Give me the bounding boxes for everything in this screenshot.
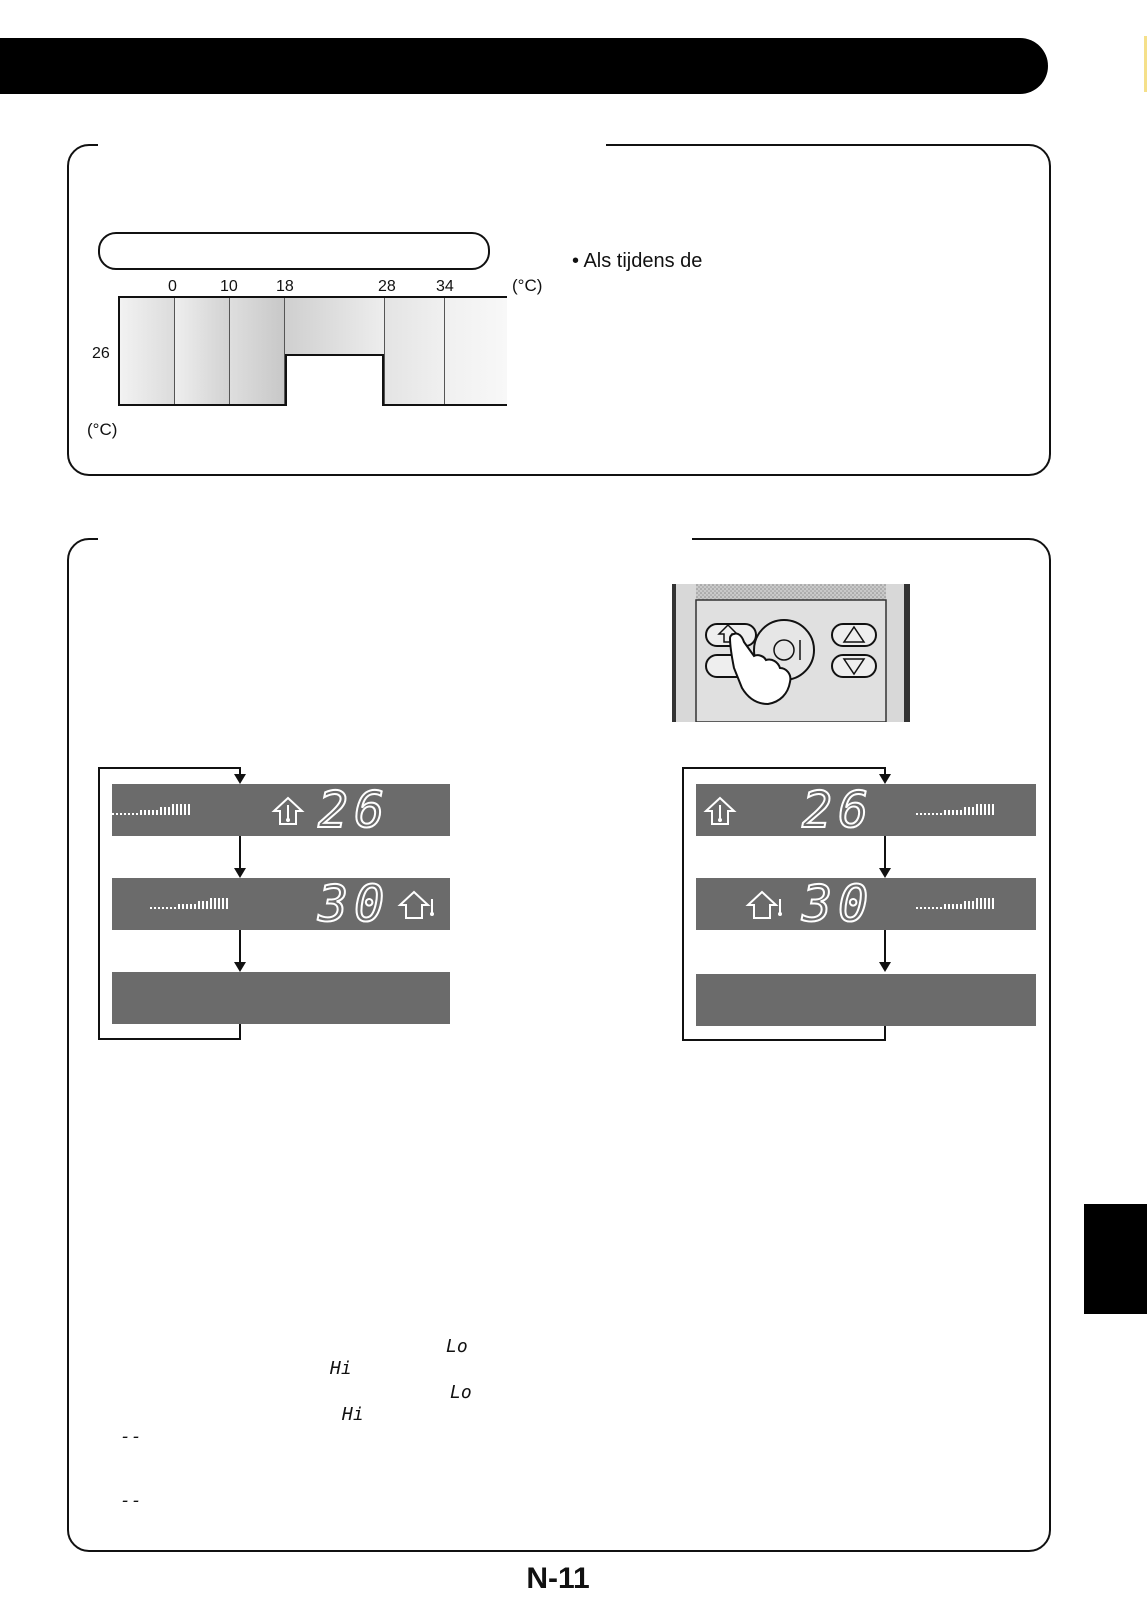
temp-up-icon: [396, 889, 436, 921]
x-tick-28: 28: [378, 278, 396, 295]
temp-up-icon: [744, 889, 784, 921]
left-flow-loop-side: [98, 767, 100, 1040]
left-flow-connector-2: [239, 930, 241, 964]
right-display-1: [696, 781, 1036, 839]
right-flow-arrow-2: [879, 868, 891, 878]
temperature-digits: 30: [318, 875, 391, 933]
right-flow-arrow-3: [879, 962, 891, 972]
temperature-range-chart: [118, 296, 507, 406]
remote-control-illustration: [672, 584, 910, 722]
left-display-3-blank: [112, 972, 450, 1024]
right-flow-return: [884, 1026, 886, 1040]
page-header-bar: [0, 38, 1048, 94]
right-flow-loop-top: [682, 767, 886, 769]
dash-code-1: --: [120, 1426, 142, 1447]
fan-level-dots: [916, 898, 1000, 910]
y-unit-label: (°C): [87, 420, 118, 439]
page-number: N-11: [526, 1562, 590, 1595]
x-tick-18: 18: [276, 278, 294, 295]
note-text: • Als tijdens de: [572, 250, 703, 272]
left-flow-return: [239, 1024, 241, 1040]
x-tick-10: 10: [220, 278, 238, 295]
right-flow-loop-side: [682, 767, 684, 1041]
section-title-gap: [98, 141, 606, 147]
right-flow-connector-1: [884, 836, 886, 870]
dash-code-2: --: [120, 1490, 142, 1511]
chapter-tab: [1084, 1204, 1147, 1314]
right-flow-connector-2: [884, 930, 886, 964]
temp-up-icon: [702, 795, 738, 827]
left-display-2: [112, 875, 450, 933]
left-flow-connector-1: [239, 836, 241, 870]
section-label-pill: [98, 232, 490, 270]
left-flow-arrow-2: [234, 868, 246, 878]
temperature-digits: 26: [318, 781, 391, 839]
range-band-3: [230, 298, 285, 404]
right-flow-arrow-1: [879, 774, 891, 784]
x-unit-label: (°C): [512, 276, 543, 295]
hi-code-1: Hi: [330, 1358, 352, 1379]
temp-up-icon: [270, 795, 306, 827]
x-tick-0: 0: [168, 278, 177, 295]
right-display-3-blank: [696, 974, 1036, 1026]
lo-code-1: Lo: [446, 1336, 468, 1357]
fan-level-dots: [916, 804, 1000, 816]
section-title-gap-2: [98, 535, 692, 541]
left-flow-loop-top: [98, 767, 240, 769]
range-band-1: [120, 298, 175, 404]
left-flow-loop-bottom: [98, 1038, 240, 1040]
hi-code-2: Hi: [342, 1404, 364, 1425]
lo-code-2: Lo: [450, 1382, 472, 1403]
range-band-5: [385, 298, 445, 404]
range-band-6: [445, 298, 507, 404]
fan-level-dots: [112, 804, 196, 816]
range-band-2: [175, 298, 230, 404]
temperature-digits: 26: [802, 781, 875, 839]
right-display-2: [696, 875, 1036, 933]
y-tick-26: 26: [92, 345, 110, 362]
x-tick-34: 34: [436, 278, 454, 295]
setpoint-window: [285, 354, 384, 406]
left-flow-arrow-1: [234, 774, 246, 784]
fan-level-dots: [150, 898, 234, 910]
right-flow-loop-bottom: [682, 1039, 886, 1041]
temperature-digits: 30: [802, 875, 875, 933]
left-flow-arrow-3: [234, 962, 246, 972]
left-display-1: [112, 781, 450, 839]
